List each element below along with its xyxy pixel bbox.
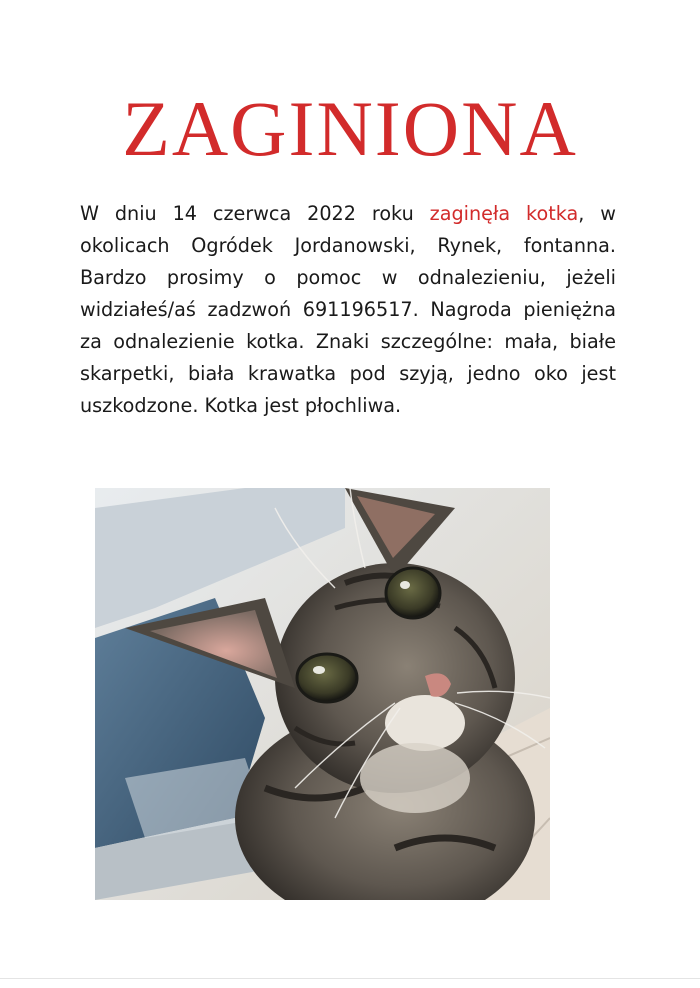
cat-photo: [95, 488, 550, 900]
poster-description: [80, 198, 616, 422]
poster-title: ZAGINIONA: [122, 85, 578, 172]
description-intro: W dniu 14 czerwca 2022 roku: [80, 202, 430, 225]
description-details: , w okolicach Ogródek Jordanowski, Rynek, fontanna. Bardzo prosimy o pomoc w odnalezieniu, jeżeli widziałeś/aś zadzwoń 691196517. Nagroda pieniężna za odnalezienie kotka. Znaki szczególne: mała, białe skarpetki, biała krawatka pod szyją, jedno oko jest uszkodzone. Kotka jest płochliwa.: [80, 202, 616, 417]
page-edge-rule: [0, 978, 700, 979]
description-highlight: zaginęła kotka: [429, 202, 579, 225]
